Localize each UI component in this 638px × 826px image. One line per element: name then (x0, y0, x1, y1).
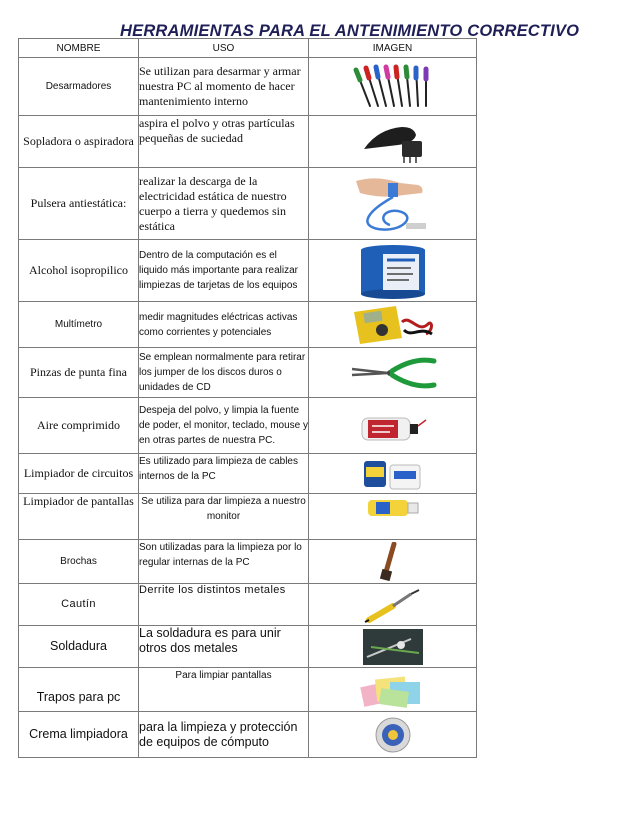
row-name: Limpiador de pantallas (19, 494, 139, 540)
pliers-image (309, 348, 477, 398)
cloths-image (309, 668, 477, 712)
table-row (19, 116, 477, 168)
multimeter-image (309, 302, 477, 348)
table-row (19, 58, 477, 116)
row-uso: Se emplean normalmente para retirar los jumper de los discos duros o unidades de CD (139, 348, 309, 398)
row-uso: Son utilizadas para la limpieza por lo regular internas de la PC (139, 540, 309, 584)
table-row (19, 348, 477, 398)
table-row (19, 168, 477, 240)
table-row (19, 668, 477, 712)
row-uso: Dentro de la computación es el liquido más importante para realizar limpiezas de tarjetas de los equipos (139, 240, 309, 302)
table-row (19, 712, 477, 758)
table-row (19, 584, 477, 626)
row-uso: para la limpieza y protección de equipos de cómputo (139, 712, 309, 758)
row-name: Limpiador de circuitos (19, 454, 139, 494)
row-name: Aire comprimido (19, 398, 139, 454)
header-uso: USO (139, 39, 309, 58)
wrist-strap-image (309, 168, 477, 240)
table-row (19, 494, 477, 540)
header-name: NOMBRE (19, 39, 139, 58)
vacuum-image (309, 116, 477, 168)
row-uso: Se utiliza para dar limpieza a nuestro monitor (139, 494, 309, 540)
row-name: Desarmadores (19, 58, 139, 116)
row-name: Sopladora o aspiradora (19, 116, 139, 168)
table-row (19, 626, 477, 668)
row-name: Pinzas de punta fina (19, 348, 139, 398)
row-uso: realizar la descarga de la electricidad estática de nuestro cuerpo a tierra y quedemos sin estática (139, 168, 309, 240)
cleaning-cream-image (309, 712, 477, 758)
circuit-cleaner-image (309, 454, 477, 494)
compressed-air-image (309, 398, 477, 454)
table-row (19, 454, 477, 494)
tools-table (18, 38, 477, 758)
solder-image (309, 626, 477, 668)
row-name: Brochas (19, 540, 139, 584)
page-title: HERRAMIENTAS PARA EL ANTENIMIENTO CORRECTIVO (120, 22, 580, 40)
row-name: Multímetro (19, 302, 139, 348)
row-name: Alcohol isopropilico (19, 240, 139, 302)
row-name: Pulsera antiestática: (19, 168, 139, 240)
screen-cleaner-image (309, 494, 477, 540)
soldering-iron-image (309, 584, 477, 626)
row-name: Trapos para pc (19, 668, 139, 712)
alcohol-bottle-image (309, 240, 477, 302)
row-uso: Se utilizan para desarmar y armar nuestra PC al momento de hacer mantenimiento interno (139, 58, 309, 116)
row-uso: medir magnitudes eléctricas activas como corrientes y potenciales (139, 302, 309, 348)
row-uso: Es utilizado para limpieza de cables internos de la PC (139, 454, 309, 494)
brush-image (309, 540, 477, 584)
row-name: Cautín (19, 584, 139, 626)
table-row (19, 302, 477, 348)
row-uso: Derrite los distintos metales (139, 584, 309, 626)
row-uso: La soldadura es para unir otros dos metales (139, 626, 309, 668)
table-row (19, 398, 477, 454)
header-image: IMAGEN (309, 39, 477, 58)
row-uso: Para limpiar pantallas (139, 668, 309, 712)
row-uso: aspira el polvo y otras partículas pequeñas de suciedad (139, 116, 309, 168)
screwdrivers-image (309, 58, 477, 116)
table-row (19, 240, 477, 302)
row-name: Crema limpiadora (19, 712, 139, 758)
row-uso: Despeja del polvo, y limpia la fuente de poder, el monitor, teclado, mouse y en otras partes de nuestra PC. (139, 398, 309, 454)
header-row (19, 39, 477, 58)
row-name: Soldadura (19, 626, 139, 668)
table-row (19, 540, 477, 584)
